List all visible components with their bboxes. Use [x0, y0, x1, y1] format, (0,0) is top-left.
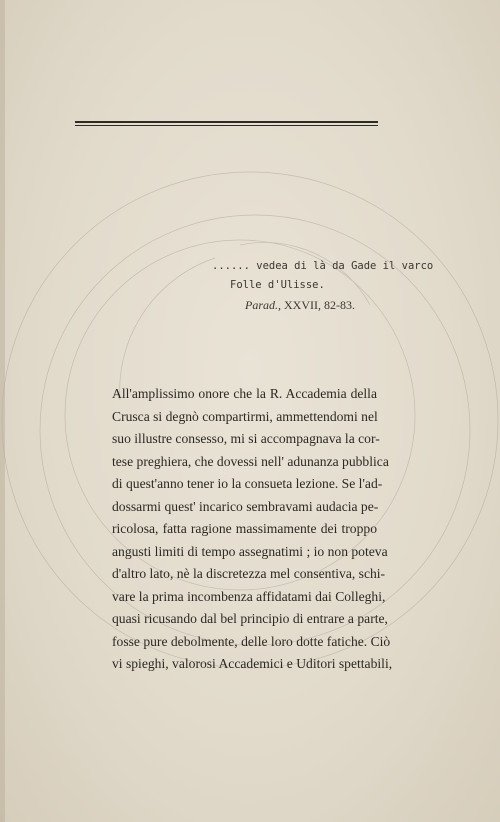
- header-rule-thick: [75, 121, 378, 123]
- epigraph-line-1: ...... vedea di là da Gade il varco: [212, 260, 434, 272]
- body-line: vi spieghi, valorosi Accademici e Uditori spettabili,: [112, 656, 393, 671]
- body-line: ricolosa, fatta ragione massimamente dei troppo: [112, 521, 377, 536]
- epigraph-line-2: Folle d'Ulisse.: [230, 279, 325, 291]
- body-line: tese preghiera, che dovessi nell' adunanza pubblica: [112, 453, 389, 469]
- body-line: vare la prima incombenza affidatami dai Colleghi,: [112, 588, 386, 604]
- epigraph-citation: [245, 298, 355, 313]
- body-line: All'amplissimo onore che la R. Accademia della: [112, 386, 377, 401]
- body-line: fosse pure debolmente, delle loro dotte fatiche. Ciò: [112, 633, 391, 649]
- citation-work: Parad.,: [245, 298, 281, 312]
- body-line: di quest'anno tener io la consueta lezione. Se l'ad-: [112, 476, 383, 491]
- citation-reference: XXVII, 82-83.: [284, 298, 355, 312]
- body-line: quasi ricusando dal bel principio di entrare a parte,: [112, 611, 388, 626]
- body-line: Crusca si degnò compartirmi, ammettendomi nel: [112, 408, 378, 424]
- body-line: angusti limiti di tempo assegnatimi ; io non poteva: [112, 543, 388, 559]
- header-rule-thin: [75, 125, 378, 126]
- body-paragraph: [112, 383, 393, 676]
- body-line: suo illustre consesso, mi si accompagnava la cor-: [112, 431, 380, 446]
- body-line: dossarmi quest' incarico sembravami audacia pe-: [112, 498, 379, 514]
- body-line: d'altro lato, nè la discretezza mel consentiva, schi-: [112, 566, 386, 581]
